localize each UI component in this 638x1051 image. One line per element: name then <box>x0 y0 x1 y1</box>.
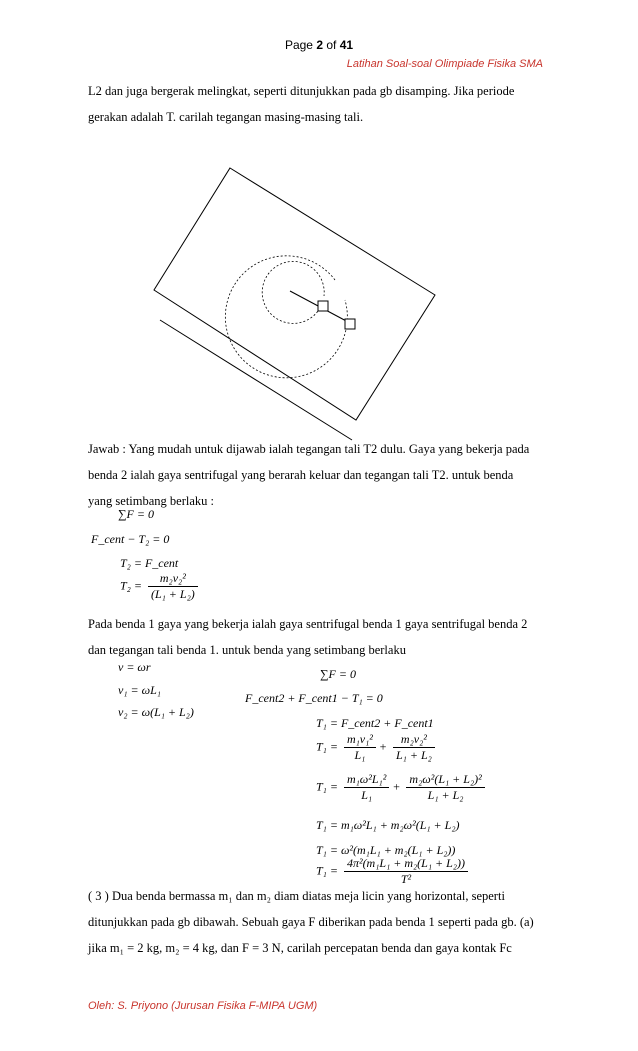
problem-3 <box>88 883 544 961</box>
eq2-frac-a2-den: L₁ + L₂ <box>396 748 432 762</box>
eq1-t2: T₂ = F_cent <box>120 556 179 570</box>
eq2-frac-a2 <box>393 732 435 763</box>
answer-line-1: Jawab : Yang mudah untuk dijawab ialah tegangan tali T2 dulu. Gaya yang bekerja pada <box>88 442 530 456</box>
page-prefix: Page <box>284 38 313 52</box>
eq2-frac-a1-num: m₁v₁² <box>344 732 376 748</box>
eq2-sum: ∑F = 0 <box>320 667 356 681</box>
intro-line-2: gerakan adalah T. carilah tegangan masing-masing tali. <box>88 110 364 124</box>
eq2-t1-velocity-form: T₁ = $\frac{\text{m₁v₁²}}{\text{L₁}}$ + $\frac{\text{m₂v₂²}}{\text{L₁ + L₂}}$ <box>316 732 438 763</box>
eq1-t2-fraction <box>148 571 198 602</box>
problem3-line-3: jika m₁ = 2 kg, m₂ = 4 kg, dan F = 3 N, carilah percepatan benda dan gaya kontak Fc <box>88 941 512 955</box>
eq1-sum: ∑F = 0 <box>118 507 154 521</box>
eq2-t1-lhs-b: T₁ = <box>316 779 338 794</box>
mass-1 <box>318 301 328 311</box>
page-total: 41 <box>339 38 354 52</box>
eq1-t2-numerator: m₂v₂² <box>148 571 198 587</box>
intro-paragraph <box>88 78 544 130</box>
para2-line-1: Pada benda 1 gaya yang bekerja ialah gaya sentrifugal benda 1 gaya sentrifugal benda 2 <box>88 617 528 631</box>
eq2-frac-a1-den: L₁ <box>354 748 366 762</box>
eq-v2: v₂ = ω(L₁ + L₂) <box>118 705 194 719</box>
eq1-t2-lhs: T₂ = <box>120 578 142 593</box>
orbit-outer <box>225 256 347 378</box>
eq2-t1-lhs-a: T₁ = <box>316 739 338 754</box>
eq2-frac-final-num: 4π²(m₁L₁ + m₂(L₁ + L₂)) <box>344 856 468 872</box>
page-number <box>0 38 638 52</box>
eq-velocity: v = ωr <box>118 660 151 674</box>
eq1-t2-denominator: (L₁ + L₂) <box>150 587 195 601</box>
eq2-t1-factored: T₁ = ω²(m₁L₁ + m₂(L₁ + L₂)) <box>316 843 456 857</box>
eq1-t2-formula <box>120 571 201 602</box>
problem3-line-1: ( 3 ) Dua benda bermassa m₁ dan m₂ diam diatas meja licin yang horizontal, seperti <box>88 889 505 903</box>
answer-line-3: yang setimbang berlaku : <box>88 494 215 508</box>
para2-line-2: dan tegangan tali benda 1. untuk benda yang setimbang berlaku <box>88 643 406 657</box>
eq2-balance: F_cent2 + F_cent1 − T₁ = 0 <box>245 691 383 705</box>
eq2-frac-final-den: T² <box>400 872 412 886</box>
eq2-frac-a2-num: m₂v₂² <box>393 732 435 748</box>
table-top <box>154 168 435 420</box>
eq2-t1-lhs-c: T₁ = <box>316 863 338 878</box>
eq2-frac-b1-num: m₁ω²L₁² <box>344 772 389 788</box>
string-line <box>290 291 350 323</box>
eq2-frac-a1 <box>344 732 376 763</box>
intro-line-1: L2 dan juga bergerak melingkat, seperti ditunjukkan pada gb disamping. Jika periode <box>88 84 515 98</box>
eq2-frac-b1-den: L₁ <box>361 788 373 802</box>
eq2-frac-b2-num: m₂ω²(L₁ + L₂)² <box>406 772 484 788</box>
problem3-line-2: ditunjukkan pada gb dibawah. Sebuah gaya F diberikan pada benda 1 seperti pada gb. (a) <box>88 915 534 929</box>
running-title: Latihan Soal-soal Olimpiade Fisika SMA <box>346 58 543 70</box>
mass-2 <box>345 319 355 329</box>
eq2-frac-b2-den: L₁ + L₂ <box>427 788 464 802</box>
eq2-t1-omega-form: T₁ = $\frac{\text{m₁ω²L₁²}}{\text{L₁}}$ + $\frac{\text{m₂ω²(L₁ + L₂)²}}{\text{L₁ + L₂}}$ <box>316 772 488 803</box>
answer-paragraph <box>88 436 544 514</box>
orbit-inner <box>262 261 324 323</box>
paragraph-2 <box>88 611 544 663</box>
footer-author: Oleh: S. Priyono (Jurusan Fisika F-MIPA UGM) <box>88 1000 318 1012</box>
eq2-t1-expanded: T₁ = m₁ω²L₁ + m₂ω²(L₁ + L₂) <box>316 818 460 832</box>
answer-line-2: benda 2 ialah gaya sentrifugal yang berarah keluar dan tegangan tali T2. untuk benda <box>88 468 514 482</box>
eq2-frac-b1 <box>344 772 389 803</box>
eq2-frac-b2 <box>406 772 484 803</box>
table-edge-line <box>160 320 352 440</box>
eq1-balance: F_cent − T₂ = 0 <box>91 532 170 546</box>
eq-v1: v₁ = ωL₁ <box>118 683 161 697</box>
page-of: of <box>326 38 337 52</box>
eq2-t1: T₁ = F_cent2 + F_cent1 <box>316 716 434 730</box>
page-current: 2 <box>316 38 323 52</box>
